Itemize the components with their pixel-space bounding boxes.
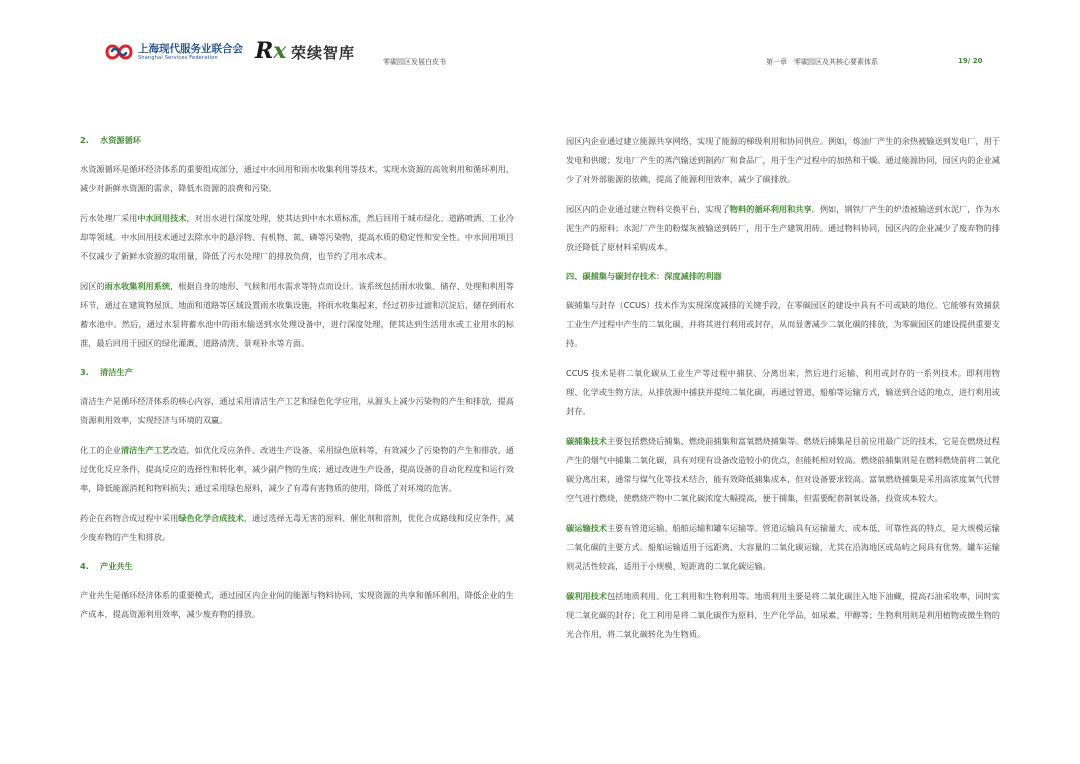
paragraph: 产业共生是循环经济体系的重要模式，通过园区内企业间的能源与物料协同，实现资源的共享和循环利用，降低企业的生产成本，提高资源利用效率，减少废弃物的排放。 bbox=[80, 590, 514, 619]
org-name-en: Shanghai Services Federation bbox=[138, 55, 218, 61]
section-heading-ccus: 四、碳捕集与碳封存技术：深度减排的利器 bbox=[566, 271, 722, 281]
left-column bbox=[80, 132, 514, 635]
page-header bbox=[0, 0, 1080, 90]
paragraph: CCUS 技术是将二氧化碳从工业生产等过程中捕获、分离出来，然后进行运输、利用或封存的一系列技术。即利用物理、化学或生物方法，从排放源中捕获并提纯二氧化碳，再通过管道、船舶等运输方式，输送到合适的地点，进行利用或封存。 bbox=[566, 368, 1000, 416]
page-number: 19/ 20 bbox=[958, 57, 983, 65]
chapter-title: 第一章 零碳园区及其核心要素体系 bbox=[766, 58, 878, 66]
brand-logo-icon: Rx bbox=[255, 38, 287, 64]
paragraph: 碳捕集与封存（CCUS）技术作为实现深度减排的关键手段，在零碳园区的建设中具有不可或缺的地位。它能够有效捕获工业生产过程中产生的二氧化碳，并将其进行利用或封存，从而显著减少二氧化碳的排放，为零碳园区的建设提供重要支持。 bbox=[566, 300, 1000, 348]
paragraph: 园区的雨水收集利用系统，根据自身的地形、气候和用水需求等特点而设计。该系统包括雨水收集、储存、处理和利用等环节，通过在建筑物屋顶、地面和道路等区域设置雨水收集设施，将雨水收集起来，经过初步过滤和沉淀后，储存到雨水蓄水池中。然后，通过水泵将蓄水池中的雨水输送到水处理设备中，进行深度处理，使其达到生活用水或工业用水的标准，最后回用于园区的绿化灌溉、道路清洗、景观补水等方面。 bbox=[80, 281, 514, 348]
paragraph: 药企在药物合成过程中采用绿色化学合成技术，通过选择无毒无害的原料、催化剂和溶剂，优化合成路线和反应条件，减少废弃物的产生和排放。 bbox=[80, 513, 514, 542]
paragraph: 化工的企业清洁生产工艺改造，如优化反应条件、改进生产设备、采用绿色原料等，有效减少了污染物的产生和排放。通过优化反应条件，提高反应的选择性和转化率，减少副产物的生成；通过改进生产设备，提高设备的自动化程度和运行效率，降低能源消耗和物料损失；通过采用绿色原料，减少了有毒有害物质的使用，降低了对环境的危害。 bbox=[80, 445, 514, 493]
paragraph: 园区内企业通过建立能源共享网络，实现了能源的梯级利用和协同供应。例如，炼油厂产生的余热被输送到发电厂，用于发电和供暖；发电厂产生的蒸汽输送到制药厂和食品厂，用于生产过程中的加热和干燥。通过能源协同，园区内的企业减少了对外部能源的依赖，提高了能源利用效率，减少了碳排放。 bbox=[566, 136, 1000, 184]
right-column bbox=[566, 132, 1000, 655]
paragraph: 园区内的企业通过建立物料交换平台，实现了物料的循环利用和共享。例如，钢铁厂产生的炉渣被输送到水泥厂，作为水泥生产的原料；水泥厂产生的粉煤灰被输送到砖厂，用于生产建筑用砖。通过物料协同，园区内的企业减少了废弃物的排放还降低了原材料采购成本。 bbox=[566, 204, 1000, 252]
brand-name: 荣续智库 bbox=[291, 44, 356, 62]
paragraph: 碳运输技术主要有管道运输、船舶运输和罐车运输等。管道运输具有运输量大、成本低、可靠性高的特点，是大规模运输二氧化碳的主要方式。船舶运输适用于远距离、大容量的二氧化碳运输，尤其在沿海地区或岛屿之间具有优势。罐车运输则灵活性较高，适用于小规模、短距离的二氧化碳运输。 bbox=[566, 523, 1000, 571]
paragraph: 水资源循环是循环经济体系的重要组成部分，通过中水回用和雨水收集利用等技术，实现水资源的高效利用和循环利用，减少对新鲜水资源的需求，降低水资源的浪费和污染。 bbox=[80, 164, 514, 193]
section-heading-industrial-symbiosis: 4. 产业共生 bbox=[80, 561, 133, 571]
paragraph: 碳利用技术包括地质利用、化工利用和生物利用等。地质利用主要是将二氧化碳注入地下油藏，提高石油采收率，同时实现二氧化碳的封存；化工利用是将二氧化碳作为原料，生产化学品，如尿素、甲醇等；生物利用则是利用植物或微生物的光合作用，将二氧化碳转化为生物质。 bbox=[566, 591, 1000, 639]
document-title: 零碳园区发展白皮书 bbox=[383, 58, 446, 66]
paragraph: 清洁生产是循环经济体系的核心内容，通过采用清洁生产工艺和绿色化学应用，从源头上减少污染物的产生和排放，提高资源利用效率，实现经济与环境的双赢。 bbox=[80, 396, 514, 425]
section-heading-water: 2. 水资源循环 bbox=[80, 135, 141, 145]
org-name-cn: 上海现代服务业联合会 bbox=[138, 43, 243, 55]
paragraph: 污水处理厂采用中水回用技术，对出水进行深度处理，使其达到中水水质标准，然后回用于城市绿化、道路喷洒、工业冷却等领域。中水回用技术通过去除水中的悬浮物、有机物、氮、磷等污染物，提高水质的稳定性和安全性。中水回用项目不仅减少了新鲜水资源的取用量，降低了污水处理厂的排放负荷，也节约了用水成本。 bbox=[80, 213, 514, 261]
paragraph: 碳捕集技术主要包括燃烧后捕集、燃烧前捕集和富氧燃烧捕集等。燃烧后捕集是目前应用最广泛的技术，它是在燃烧过程产生的烟气中捕集二氧化碳，具有对现有设备改造较小的优点，但能耗相对较高。燃烧前捕集则是在燃料燃烧前将二氧化碳分离出来，通常与煤气化等技术结合，能有效降低捕集成本，但对设备要求较高。富氧燃烧捕集是采用高浓度氧气代替空气进行燃烧，使燃烧产物中二氧化碳浓度大幅提高，便于捕集，但需要配套制氧设备，投资成本较大。 bbox=[566, 436, 1000, 503]
federation-logo-icon bbox=[103, 40, 135, 64]
section-heading-clean-production: 3. 清洁生产 bbox=[80, 367, 133, 377]
